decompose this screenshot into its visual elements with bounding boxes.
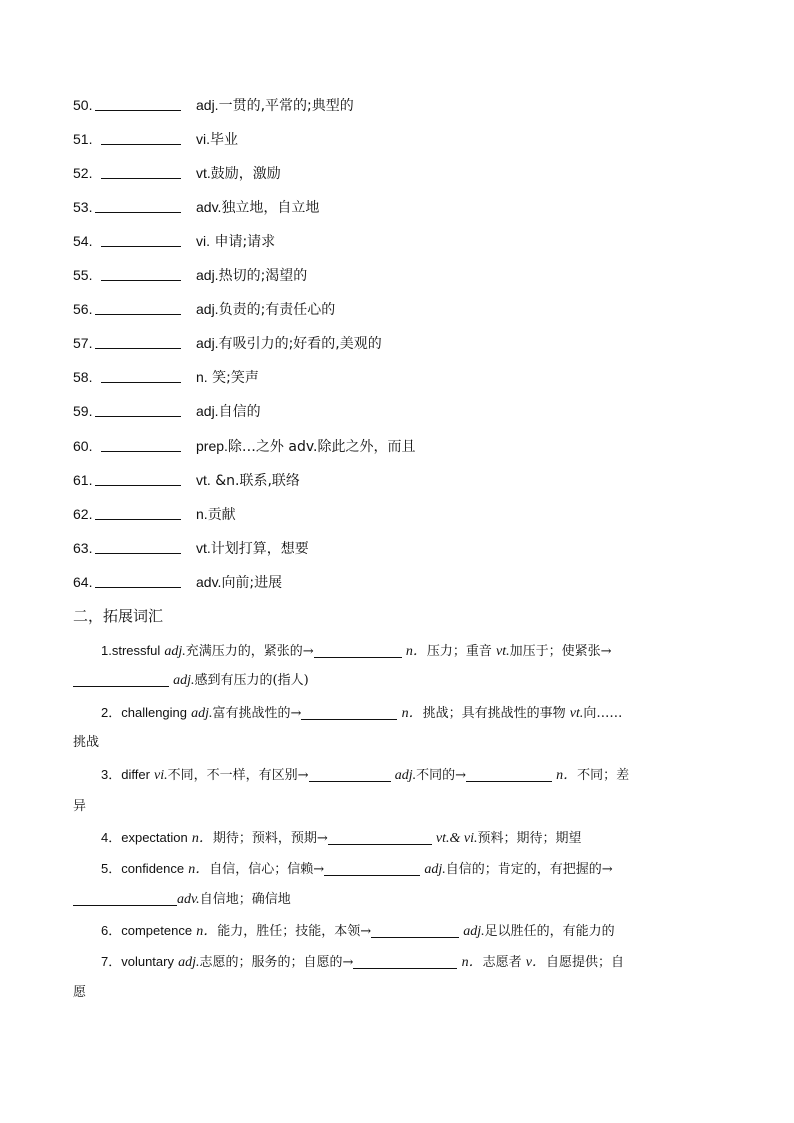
part-of-speech: vt.	[196, 540, 211, 556]
definition-text: 自信的	[218, 404, 261, 420]
gloss: 充满压力的，紧张的→	[185, 644, 314, 659]
part-of-speech: n．	[196, 924, 218, 939]
gloss: 愿	[73, 985, 87, 1000]
part-of-speech: vt.& vi.	[435, 831, 478, 846]
definition	[196, 470, 300, 491]
extension-item-4	[73, 828, 723, 849]
gloss: 异	[73, 799, 87, 814]
definition	[196, 572, 282, 593]
item-number: 56.	[73, 301, 93, 317]
headword: 5．confidence	[101, 861, 185, 876]
part-of-speech: adj.	[196, 97, 219, 113]
answer-blank[interactable]	[466, 767, 552, 782]
extension-item-7-cont	[73, 983, 723, 1003]
extension-item-7	[73, 952, 723, 973]
part-of-speech: adv.	[196, 199, 222, 215]
definition	[196, 367, 259, 388]
gloss: 能力，胜任；技能，本领→	[217, 924, 372, 939]
answer-blank[interactable]	[101, 178, 181, 179]
item-number: 55.	[73, 267, 93, 283]
part-of-speech: n．	[461, 955, 483, 970]
part-of-speech: vt.	[569, 706, 584, 721]
gloss: 压力；重音	[426, 644, 492, 659]
part-of-speech: vi.	[154, 768, 168, 783]
headword: 2．challenging	[101, 705, 188, 720]
definition-text: &n.联系,联络	[210, 473, 300, 489]
extension-item-3-cont	[73, 797, 723, 817]
answer-blank[interactable]	[95, 587, 181, 588]
headword: 3．differ	[101, 767, 150, 782]
item-number: 59.	[73, 403, 93, 419]
answer-blank[interactable]	[95, 212, 181, 213]
part-of-speech: adj.	[196, 335, 219, 351]
definition-text: 除…之外 adv.除此之外，而且	[227, 439, 416, 455]
headword: 4．expectation	[101, 830, 188, 845]
item-number: 53.	[73, 199, 93, 215]
answer-blank[interactable]	[95, 519, 181, 520]
definition	[196, 333, 382, 354]
section-heading: 二，拓展词汇	[73, 607, 164, 625]
definition-text: 毕业	[210, 132, 238, 148]
definition	[196, 504, 236, 525]
part-of-speech: adj.	[196, 301, 219, 317]
headword: 6．competence	[101, 923, 193, 938]
part-of-speech: adj.	[196, 267, 219, 283]
answer-blank[interactable]	[101, 280, 181, 281]
headword: 7．voluntary	[101, 954, 174, 969]
gloss: 不同；差	[577, 768, 630, 783]
answer-blank[interactable]	[95, 416, 181, 417]
definition	[196, 197, 319, 218]
gloss: 期待；预料，预期→	[212, 831, 328, 846]
definition	[196, 538, 309, 559]
answer-blank[interactable]	[101, 144, 181, 145]
extension-item-3	[73, 765, 723, 786]
item-number: 64.	[73, 574, 93, 590]
answer-blank[interactable]	[101, 382, 181, 383]
part-of-speech: n．	[556, 768, 578, 783]
part-of-speech: vt.	[196, 165, 211, 181]
definition	[196, 401, 261, 422]
part-of-speech: adj.	[178, 955, 200, 970]
answer-blank[interactable]	[73, 891, 177, 906]
definition-text: 计划打算，想要	[210, 541, 309, 557]
part-of-speech: prep.	[196, 438, 228, 454]
gloss: 挑战；具有挑战性的事物	[422, 706, 566, 721]
part-of-speech: adv.	[177, 892, 200, 907]
definition-text: 独立地，自立地	[221, 200, 320, 216]
answer-blank[interactable]	[324, 861, 420, 876]
item-number: 60.	[73, 438, 93, 454]
answer-blank[interactable]	[101, 451, 181, 452]
gloss: 不同，不一样，有区别→	[167, 768, 309, 783]
answer-blank[interactable]	[101, 246, 181, 247]
part-of-speech: adj.	[463, 924, 485, 939]
part-of-speech: n.	[196, 506, 208, 522]
extension-item-6	[73, 921, 723, 942]
definition-text: 申请;请求	[210, 234, 276, 250]
extension-item-1	[73, 641, 723, 662]
answer-blank[interactable]	[73, 672, 169, 687]
gloss: 自信的；肯定的，有把握的→	[445, 862, 613, 877]
answer-blank[interactable]	[95, 553, 181, 554]
definition	[196, 95, 354, 116]
part-of-speech: vt.	[495, 644, 510, 659]
item-number: 61.	[73, 472, 93, 488]
definition-text: 一贯的,平常的;典型的	[218, 98, 354, 114]
part-of-speech: vi.	[196, 233, 210, 249]
gloss: 志愿的；服务的；自愿的→	[199, 955, 354, 970]
gloss: 自愿提供；自	[545, 955, 624, 970]
definition-text: 负责的;有责任心的	[218, 302, 336, 318]
definition	[196, 129, 238, 150]
extension-item-5-cont	[73, 890, 723, 910]
definition-text: 有吸引力的;好看的,美观的	[218, 336, 382, 352]
item-number: 54.	[73, 233, 93, 249]
part-of-speech: v．	[525, 955, 546, 970]
part-of-speech: n．	[405, 644, 427, 659]
definition	[196, 265, 307, 286]
item-number: 51.	[73, 131, 93, 147]
definition	[196, 231, 275, 252]
extension-item-2	[73, 703, 723, 724]
gloss: 感到有压力的(指人)	[194, 673, 309, 688]
extension-item-5	[73, 859, 723, 880]
gloss: 志愿者	[482, 955, 522, 970]
gloss: 富有挑战性的→	[212, 706, 302, 721]
answer-blank[interactable]	[328, 830, 432, 845]
definition-text: 鼓励，激励	[210, 166, 281, 182]
part-of-speech: adv.	[196, 574, 222, 590]
gloss: 足以胜任的，有能力的	[484, 924, 615, 939]
part-of-speech: n．	[188, 862, 210, 877]
headword: 1.stressful	[101, 643, 161, 658]
part-of-speech: adj.	[173, 673, 195, 688]
answer-blank[interactable]	[301, 705, 397, 720]
answer-blank[interactable]	[95, 348, 181, 349]
part-of-speech: adj.	[164, 644, 186, 659]
part-of-speech: adj.	[196, 403, 219, 419]
part-of-speech: n.	[196, 369, 208, 385]
part-of-speech: n．	[191, 831, 213, 846]
answer-blank[interactable]	[309, 767, 391, 782]
part-of-speech: adj.	[191, 706, 213, 721]
definition-text: 向前;进展	[221, 575, 283, 591]
definition-text: 笑;笑声	[207, 370, 259, 386]
part-of-speech: adj.	[424, 862, 446, 877]
extension-item-2-cont	[73, 733, 723, 753]
gloss: 向……	[583, 706, 623, 721]
gloss: 加压于；使紧张→	[509, 644, 612, 659]
item-number: 62.	[73, 506, 93, 522]
answer-blank[interactable]	[95, 314, 181, 315]
answer-blank[interactable]	[95, 485, 181, 486]
gloss: 自信，信心；信赖→	[209, 862, 325, 877]
gloss: 不同的→	[416, 768, 466, 783]
definition	[196, 436, 416, 457]
part-of-speech: adj.	[394, 768, 417, 783]
item-number: 57.	[73, 335, 93, 351]
item-number: 58.	[73, 369, 93, 385]
part-of-speech: vt.	[196, 472, 211, 488]
gloss: 自信地；确信地	[199, 892, 291, 907]
item-number: 52.	[73, 165, 93, 181]
answer-blank[interactable]	[371, 923, 459, 938]
definition-text: 贡献	[207, 507, 236, 523]
part-of-speech: n．	[401, 706, 423, 721]
part-of-speech: vi.	[196, 131, 210, 147]
item-number: 63.	[73, 540, 93, 556]
extension-item-1-cont	[73, 671, 723, 691]
answer-blank[interactable]	[95, 110, 181, 111]
answer-blank[interactable]	[314, 643, 402, 658]
gloss: 预料；期待；期望	[477, 831, 582, 846]
definition-text: 热切的;渴望的	[218, 268, 308, 284]
gloss: 挑战	[73, 735, 100, 750]
answer-blank[interactable]	[353, 954, 457, 969]
item-number: 50.	[73, 97, 93, 113]
definition	[196, 163, 281, 184]
definition	[196, 299, 335, 320]
